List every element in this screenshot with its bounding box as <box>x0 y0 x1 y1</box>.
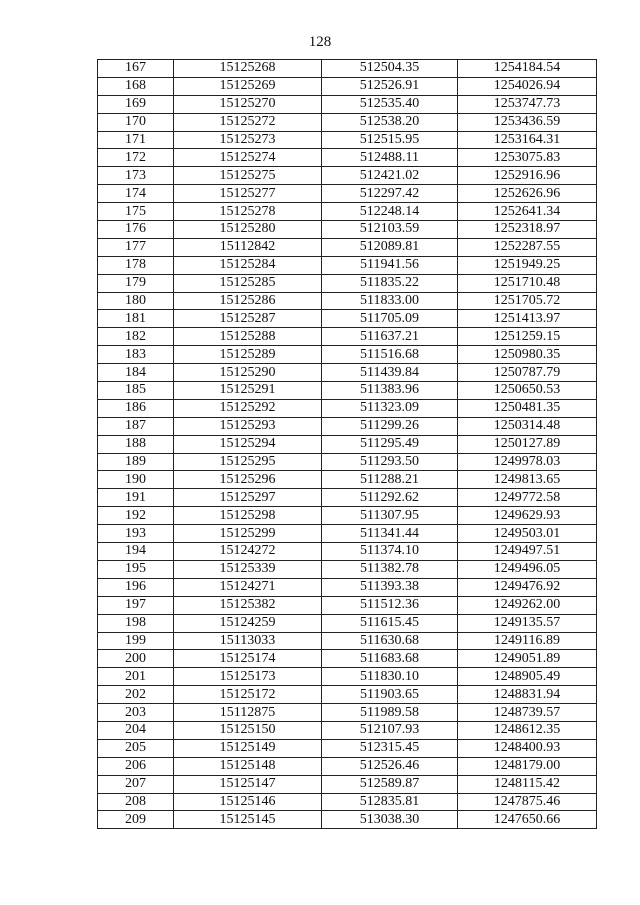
point-id-cell: 15125147 <box>174 775 322 793</box>
x-coordinate-cell: 511383.96 <box>322 382 458 400</box>
row-index-cell: 204 <box>98 721 174 739</box>
x-coordinate-cell: 511941.56 <box>322 256 458 274</box>
row-index-cell: 209 <box>98 811 174 829</box>
point-id-cell: 15125339 <box>174 560 322 578</box>
point-id-cell: 15125269 <box>174 77 322 95</box>
y-coordinate-cell: 1249978.03 <box>458 453 597 471</box>
x-coordinate-cell: 511288.21 <box>322 471 458 489</box>
row-index-cell: 194 <box>98 543 174 561</box>
table-row <box>98 650 597 668</box>
table-row <box>98 811 597 829</box>
point-id-cell: 15125292 <box>174 399 322 417</box>
point-id-cell: 15125291 <box>174 382 322 400</box>
point-id-cell: 15125272 <box>174 113 322 131</box>
page-number: 128 <box>308 34 332 50</box>
table-row <box>98 60 597 78</box>
x-coordinate-cell: 512248.14 <box>322 203 458 221</box>
table-row <box>98 203 597 221</box>
row-index-cell: 198 <box>98 614 174 632</box>
row-index-cell: 201 <box>98 668 174 686</box>
point-id-cell: 15125294 <box>174 435 322 453</box>
table-row <box>98 668 597 686</box>
row-index-cell: 174 <box>98 185 174 203</box>
table-row <box>98 292 597 310</box>
row-index-cell: 177 <box>98 238 174 256</box>
y-coordinate-cell: 1247650.66 <box>458 811 597 829</box>
x-coordinate-cell: 511989.58 <box>322 704 458 722</box>
y-coordinate-cell: 1251259.15 <box>458 328 597 346</box>
point-id-cell: 15125382 <box>174 596 322 614</box>
row-index-cell: 179 <box>98 274 174 292</box>
y-coordinate-cell: 1249476.92 <box>458 578 597 596</box>
y-coordinate-cell: 1252626.96 <box>458 185 597 203</box>
table-row <box>98 721 597 739</box>
point-id-cell: 15125148 <box>174 757 322 775</box>
x-coordinate-cell: 511299.26 <box>322 417 458 435</box>
x-coordinate-cell: 512107.93 <box>322 721 458 739</box>
point-id-cell: 15125174 <box>174 650 322 668</box>
table-row <box>98 739 597 757</box>
x-coordinate-cell: 512538.20 <box>322 113 458 131</box>
x-coordinate-cell: 511323.09 <box>322 399 458 417</box>
y-coordinate-cell: 1253436.59 <box>458 113 597 131</box>
x-coordinate-cell: 511683.68 <box>322 650 458 668</box>
x-coordinate-cell: 511292.62 <box>322 489 458 507</box>
x-coordinate-cell: 511516.68 <box>322 346 458 364</box>
y-coordinate-cell: 1249051.89 <box>458 650 597 668</box>
table-row <box>98 614 597 632</box>
x-coordinate-cell: 511295.49 <box>322 435 458 453</box>
x-coordinate-cell: 512835.81 <box>322 793 458 811</box>
y-coordinate-cell: 1248831.94 <box>458 686 597 704</box>
x-coordinate-cell: 511293.50 <box>322 453 458 471</box>
row-index-cell: 168 <box>98 77 174 95</box>
point-id-cell: 15125278 <box>174 203 322 221</box>
x-coordinate-cell: 511830.10 <box>322 668 458 686</box>
y-coordinate-cell: 1251705.72 <box>458 292 597 310</box>
point-id-cell: 15125277 <box>174 185 322 203</box>
row-index-cell: 193 <box>98 525 174 543</box>
y-coordinate-cell: 1249629.93 <box>458 507 597 525</box>
x-coordinate-cell: 511615.45 <box>322 614 458 632</box>
point-id-cell: 15125293 <box>174 417 322 435</box>
row-index-cell: 199 <box>98 632 174 650</box>
table-row <box>98 757 597 775</box>
x-coordinate-cell: 511637.21 <box>322 328 458 346</box>
x-coordinate-cell: 511512.36 <box>322 596 458 614</box>
y-coordinate-cell: 1254184.54 <box>458 60 597 78</box>
point-id-cell: 15125273 <box>174 131 322 149</box>
y-coordinate-cell: 1248115.42 <box>458 775 597 793</box>
y-coordinate-cell: 1249813.65 <box>458 471 597 489</box>
coordinates-table <box>97 59 597 829</box>
row-index-cell: 195 <box>98 560 174 578</box>
point-id-cell: 15125286 <box>174 292 322 310</box>
y-coordinate-cell: 1249496.05 <box>458 560 597 578</box>
x-coordinate-cell: 512297.42 <box>322 185 458 203</box>
row-index-cell: 184 <box>98 364 174 382</box>
x-coordinate-cell: 512504.35 <box>322 60 458 78</box>
row-index-cell: 202 <box>98 686 174 704</box>
y-coordinate-cell: 1250980.35 <box>458 346 597 364</box>
y-coordinate-cell: 1254026.94 <box>458 77 597 95</box>
row-index-cell: 182 <box>98 328 174 346</box>
row-index-cell: 178 <box>98 256 174 274</box>
x-coordinate-cell: 512421.02 <box>322 167 458 185</box>
y-coordinate-cell: 1248400.93 <box>458 739 597 757</box>
table-row <box>98 435 597 453</box>
row-index-cell: 176 <box>98 221 174 239</box>
x-coordinate-cell: 512515.95 <box>322 131 458 149</box>
row-index-cell: 203 <box>98 704 174 722</box>
x-coordinate-cell: 511705.09 <box>322 310 458 328</box>
row-index-cell: 169 <box>98 95 174 113</box>
point-id-cell: 15112875 <box>174 704 322 722</box>
point-id-cell: 15124259 <box>174 614 322 632</box>
x-coordinate-cell: 512089.81 <box>322 238 458 256</box>
table-row <box>98 525 597 543</box>
row-index-cell: 196 <box>98 578 174 596</box>
table-row <box>98 399 597 417</box>
y-coordinate-cell: 1253164.31 <box>458 131 597 149</box>
row-index-cell: 172 <box>98 149 174 167</box>
table-row <box>98 95 597 113</box>
y-coordinate-cell: 1250650.53 <box>458 382 597 400</box>
y-coordinate-cell: 1248739.57 <box>458 704 597 722</box>
table-row <box>98 131 597 149</box>
point-id-cell: 15124272 <box>174 543 322 561</box>
table-row <box>98 256 597 274</box>
table-row <box>98 382 597 400</box>
table-row <box>98 346 597 364</box>
table-row <box>98 543 597 561</box>
y-coordinate-cell: 1249116.89 <box>458 632 597 650</box>
y-coordinate-cell: 1249772.58 <box>458 489 597 507</box>
point-id-cell: 15125297 <box>174 489 322 507</box>
table-row <box>98 167 597 185</box>
table-row <box>98 793 597 811</box>
row-index-cell: 205 <box>98 739 174 757</box>
y-coordinate-cell: 1249262.00 <box>458 596 597 614</box>
row-index-cell: 180 <box>98 292 174 310</box>
table-row <box>98 77 597 95</box>
x-coordinate-cell: 511307.95 <box>322 507 458 525</box>
point-id-cell: 15125299 <box>174 525 322 543</box>
point-id-cell: 15125298 <box>174 507 322 525</box>
table-row <box>98 238 597 256</box>
point-id-cell: 15124271 <box>174 578 322 596</box>
x-coordinate-cell: 511903.65 <box>322 686 458 704</box>
x-coordinate-cell: 511374.10 <box>322 543 458 561</box>
table-row <box>98 310 597 328</box>
y-coordinate-cell: 1252916.96 <box>458 167 597 185</box>
point-id-cell: 15125268 <box>174 60 322 78</box>
x-coordinate-cell: 512535.40 <box>322 95 458 113</box>
row-index-cell: 190 <box>98 471 174 489</box>
coordinates-table-body <box>98 60 597 829</box>
y-coordinate-cell: 1248179.00 <box>458 757 597 775</box>
y-coordinate-cell: 1251949.25 <box>458 256 597 274</box>
point-id-cell: 15112842 <box>174 238 322 256</box>
y-coordinate-cell: 1252641.34 <box>458 203 597 221</box>
row-index-cell: 206 <box>98 757 174 775</box>
y-coordinate-cell: 1250314.48 <box>458 417 597 435</box>
point-id-cell: 15125149 <box>174 739 322 757</box>
table-row <box>98 489 597 507</box>
x-coordinate-cell: 512526.46 <box>322 757 458 775</box>
table-row <box>98 417 597 435</box>
row-index-cell: 181 <box>98 310 174 328</box>
point-id-cell: 15125285 <box>174 274 322 292</box>
row-index-cell: 186 <box>98 399 174 417</box>
y-coordinate-cell: 1253075.83 <box>458 149 597 167</box>
y-coordinate-cell: 1252287.55 <box>458 238 597 256</box>
row-index-cell: 183 <box>98 346 174 364</box>
point-id-cell: 15125274 <box>174 149 322 167</box>
point-id-cell: 15125280 <box>174 221 322 239</box>
y-coordinate-cell: 1249497.51 <box>458 543 597 561</box>
table-row <box>98 328 597 346</box>
x-coordinate-cell: 512103.59 <box>322 221 458 239</box>
table-row <box>98 185 597 203</box>
point-id-cell: 15125145 <box>174 811 322 829</box>
table-row <box>98 221 597 239</box>
point-id-cell: 15125150 <box>174 721 322 739</box>
row-index-cell: 208 <box>98 793 174 811</box>
x-coordinate-cell: 512315.45 <box>322 739 458 757</box>
table-row <box>98 596 597 614</box>
y-coordinate-cell: 1248905.49 <box>458 668 597 686</box>
row-index-cell: 189 <box>98 453 174 471</box>
y-coordinate-cell: 1249503.01 <box>458 525 597 543</box>
point-id-cell: 15113033 <box>174 632 322 650</box>
y-coordinate-cell: 1248612.35 <box>458 721 597 739</box>
y-coordinate-cell: 1253747.73 <box>458 95 597 113</box>
y-coordinate-cell: 1250127.89 <box>458 435 597 453</box>
row-index-cell: 170 <box>98 113 174 131</box>
table-row <box>98 453 597 471</box>
row-index-cell: 187 <box>98 417 174 435</box>
x-coordinate-cell: 511439.84 <box>322 364 458 382</box>
point-id-cell: 15125288 <box>174 328 322 346</box>
point-id-cell: 15125287 <box>174 310 322 328</box>
table-row <box>98 149 597 167</box>
y-coordinate-cell: 1250481.35 <box>458 399 597 417</box>
table-row <box>98 560 597 578</box>
table-row <box>98 775 597 793</box>
y-coordinate-cell: 1249135.57 <box>458 614 597 632</box>
row-index-cell: 188 <box>98 435 174 453</box>
x-coordinate-cell: 511835.22 <box>322 274 458 292</box>
y-coordinate-cell: 1252318.97 <box>458 221 597 239</box>
point-id-cell: 15125146 <box>174 793 322 811</box>
x-coordinate-cell: 511382.78 <box>322 560 458 578</box>
row-index-cell: 185 <box>98 382 174 400</box>
x-coordinate-cell: 512488.11 <box>322 149 458 167</box>
y-coordinate-cell: 1247875.46 <box>458 793 597 811</box>
x-coordinate-cell: 511341.44 <box>322 525 458 543</box>
row-index-cell: 200 <box>98 650 174 668</box>
row-index-cell: 173 <box>98 167 174 185</box>
row-index-cell: 192 <box>98 507 174 525</box>
row-index-cell: 191 <box>98 489 174 507</box>
x-coordinate-cell: 511833.00 <box>322 292 458 310</box>
point-id-cell: 15125284 <box>174 256 322 274</box>
point-id-cell: 15125172 <box>174 686 322 704</box>
x-coordinate-cell: 511393.38 <box>322 578 458 596</box>
row-index-cell: 175 <box>98 203 174 221</box>
row-index-cell: 197 <box>98 596 174 614</box>
table-row <box>98 364 597 382</box>
x-coordinate-cell: 512589.87 <box>322 775 458 793</box>
table-row <box>98 686 597 704</box>
table-row <box>98 471 597 489</box>
point-id-cell: 15125270 <box>174 95 322 113</box>
y-coordinate-cell: 1251413.97 <box>458 310 597 328</box>
x-coordinate-cell: 512526.91 <box>322 77 458 95</box>
x-coordinate-cell: 513038.30 <box>322 811 458 829</box>
x-coordinate-cell: 511630.68 <box>322 632 458 650</box>
row-index-cell: 167 <box>98 60 174 78</box>
point-id-cell: 15125289 <box>174 346 322 364</box>
point-id-cell: 15125295 <box>174 453 322 471</box>
point-id-cell: 15125290 <box>174 364 322 382</box>
point-id-cell: 15125296 <box>174 471 322 489</box>
table-row <box>98 274 597 292</box>
row-index-cell: 171 <box>98 131 174 149</box>
row-index-cell: 207 <box>98 775 174 793</box>
y-coordinate-cell: 1250787.79 <box>458 364 597 382</box>
point-id-cell: 15125173 <box>174 668 322 686</box>
table-row <box>98 704 597 722</box>
table-row <box>98 578 597 596</box>
y-coordinate-cell: 1251710.48 <box>458 274 597 292</box>
table-row <box>98 632 597 650</box>
table-row <box>98 113 597 131</box>
table-row <box>98 507 597 525</box>
point-id-cell: 15125275 <box>174 167 322 185</box>
